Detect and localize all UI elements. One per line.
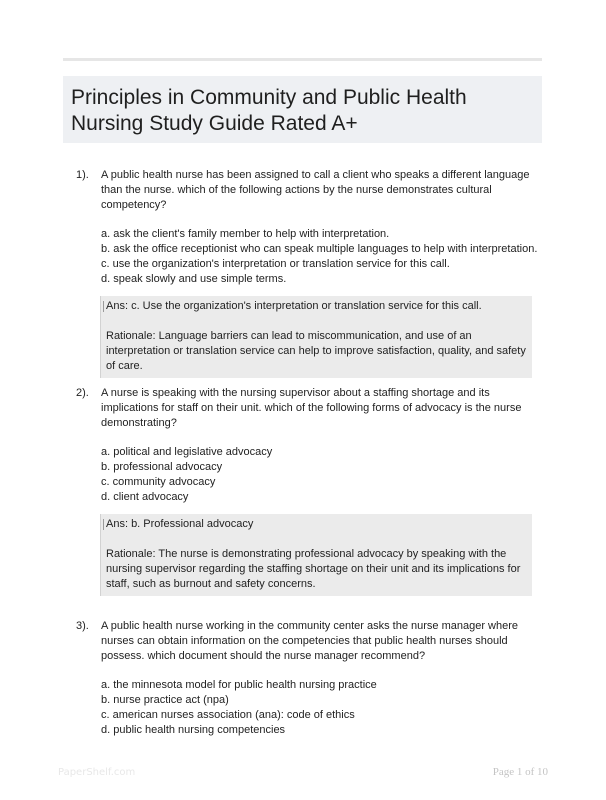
question-3 [76,619,546,738]
question-number: 1). [76,169,89,181]
page-indicator: Page 1 of 10 [492,766,548,778]
question-text: A public health nurse working in the community center asks the nurse manager where nurses can obtain information on the competencies that public health nurses should possess. which document should the nurse manager recommend? [101,620,518,662]
answer-text: Ans: b. Professional advocacy [106,517,527,532]
question-1 [76,168,546,378]
options-list [101,678,546,738]
question-number: 3). [76,620,89,632]
answer-box [100,296,532,378]
option-b: b. nurse practice act (npa) [101,694,229,706]
option-d: d. speak slowly and use simple terms. [101,273,287,285]
option-a: a. the minnesota model for public health nursing practice [101,679,377,691]
option-c: c. american nurses association (ana): code of ethics [101,709,355,721]
option-c: c. community advocacy [101,476,216,488]
question-2 [76,386,546,596]
top-divider [63,58,542,61]
option-c: c. use the organization's interpretation or translation service for this call. [101,258,450,270]
footer-site-watermark: PaperShelf.com [58,767,136,778]
answer-text: Ans: c. Use the organization's interpretation or translation service for this call. [106,299,527,314]
option-d: d. client advocacy [101,491,189,503]
title-banner [63,76,542,143]
options-list [101,445,546,505]
rationale-text: Rationale: The nurse is demonstrating professional advocacy by speaking with the nursing supervisor regarding the staffing shortage on their unit and its implications for staff, such as burnout and safety concerns. [106,548,521,590]
question-text: A nurse is speaking with the nursing supervisor about a staffing shortage and its implications for staff on their unit. which of the following forms of advocacy is the nurse demonstrating? [101,387,522,429]
question-text: A public health nurse has been assigned to call a client who speaks a different language than the nurse. which of the following actions by the nurse demonstrates cultural competency? [101,169,530,211]
rationale-text: Rationale: Language barriers can lead to miscommunication, and use of an interpretation or translation service can help to improve satisfaction, quality, and safety of care. [106,330,526,372]
option-b: b. professional advocacy [101,461,223,473]
option-b: b. ask the office receptionist who can speak multiple languages to help with interpretation. [101,243,538,255]
answer-box [100,514,532,596]
document-title: Principles in Community and Public Health Nursing Study Guide Rated A+ [71,86,467,135]
option-d: d. public health nursing competencies [101,724,286,736]
options-list [101,227,546,287]
option-a: a. ask the client's family member to help with interpretation. [101,228,390,240]
question-number: 2). [76,387,89,399]
option-a: a. political and legislative advocacy [101,446,273,458]
